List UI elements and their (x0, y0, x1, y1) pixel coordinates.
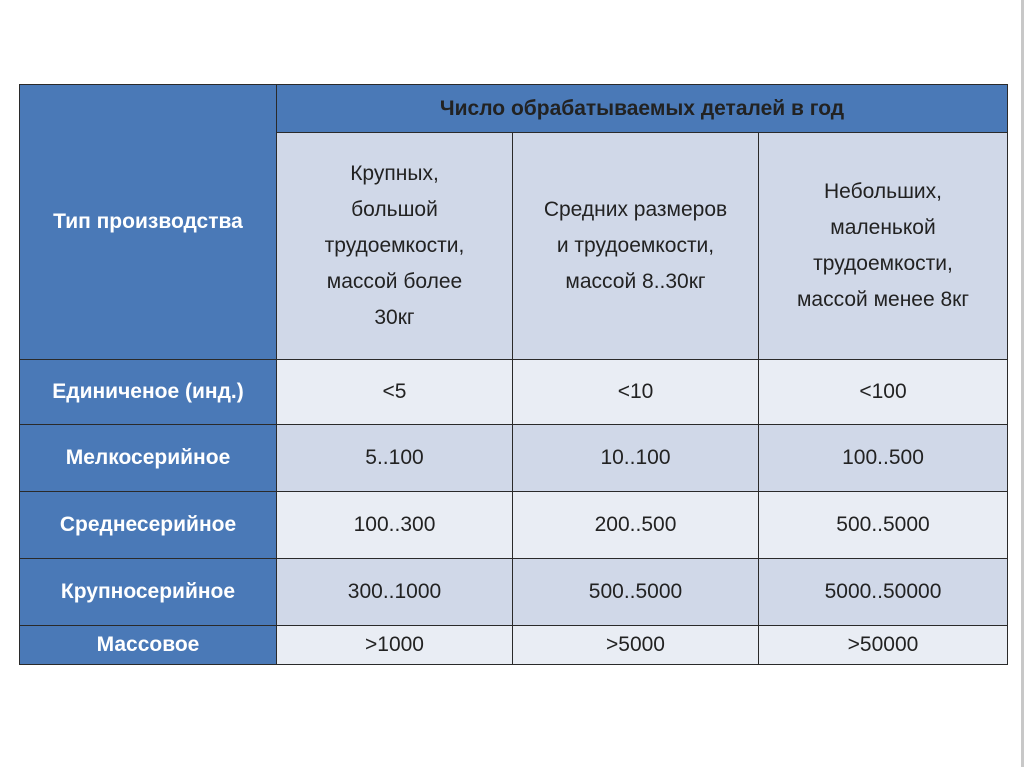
column-header-small (759, 133, 1008, 360)
row-type-label: Среднесерийное (20, 492, 277, 559)
table-row (20, 492, 1008, 559)
row-type-label: Крупносерийное (20, 559, 277, 626)
table-cell: 500..5000 (513, 559, 759, 626)
table-cell: 500..5000 (759, 492, 1008, 559)
row-header-title: Тип производства (20, 85, 277, 360)
table-row (20, 360, 1008, 425)
table-cell: >1000 (277, 626, 513, 665)
group-header: Число обрабатываемых деталей в год (277, 85, 1008, 133)
table-cell: 10..100 (513, 425, 759, 492)
table-cell: 100..300 (277, 492, 513, 559)
table-cell: 5000..50000 (759, 559, 1008, 626)
table-cell: <100 (759, 360, 1008, 425)
column-header-small-label: Небольших, маленькой трудоемкости, массой менее 8кг (796, 180, 970, 311)
table-cell: >50000 (759, 626, 1008, 665)
table-row (20, 559, 1008, 626)
table-cell: 200..500 (513, 492, 759, 559)
table-cell: <10 (513, 360, 759, 425)
row-type-label: Массовое (20, 626, 277, 665)
table-cell: 100..500 (759, 425, 1008, 492)
table-cell: >5000 (513, 626, 759, 665)
production-type-table (19, 84, 1008, 665)
table-cell: 300..1000 (277, 559, 513, 626)
table-cell: 5..100 (277, 425, 513, 492)
row-type-label: Мелкосерийное (20, 425, 277, 492)
row-type-label: Единиченое (инд.) (20, 360, 277, 425)
table-cell: <5 (277, 360, 513, 425)
column-header-medium (513, 133, 759, 360)
table-row (20, 425, 1008, 492)
column-header-medium-label: Средних размеров и трудоемкости, массой 8..30кг (543, 198, 728, 293)
column-header-large-label: Крупных, большой трудоемкости, массой более 30кг (324, 162, 465, 329)
column-header-large (277, 133, 513, 360)
table-row (20, 626, 1008, 665)
